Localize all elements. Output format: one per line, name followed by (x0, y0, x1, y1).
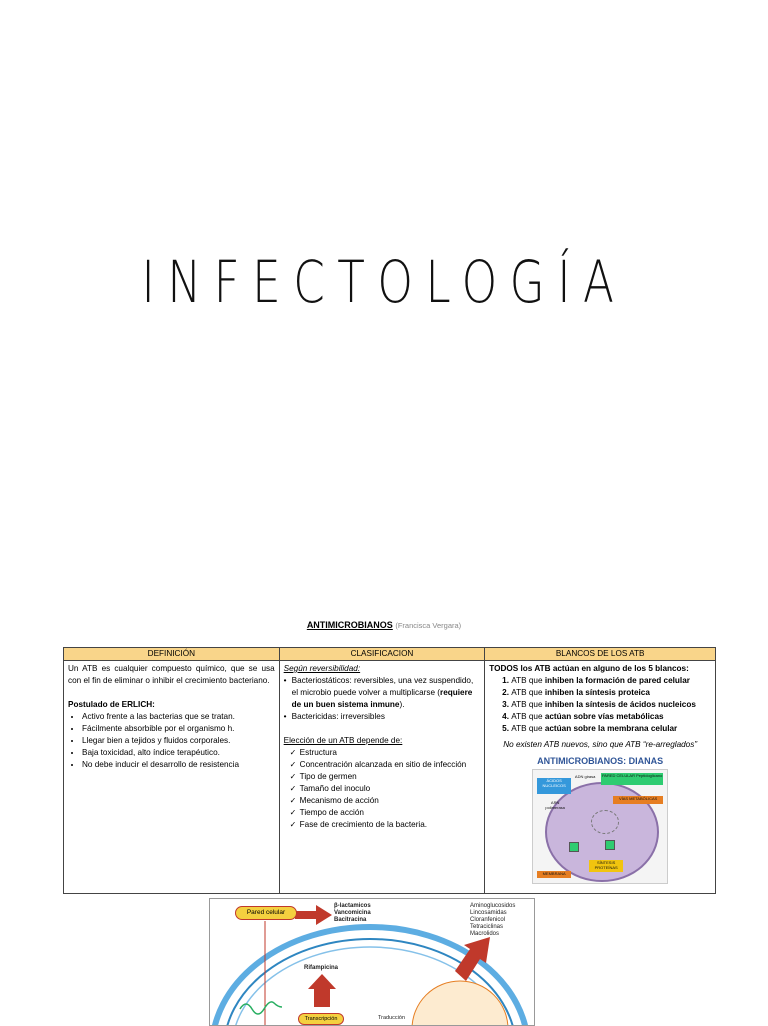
blancos-cell (485, 661, 716, 894)
dianas-title: ANTIMICROBIANOS: DIANAS (537, 756, 664, 766)
polimerasa-label: ARN polimerasa (545, 800, 565, 810)
check-icon: ✓ (289, 784, 297, 793)
atb-note: No existen ATB nuevos, sino que ATB “re-arreglados” (503, 740, 698, 749)
list-item (511, 711, 711, 723)
reversibilidad-subtitle: Según reversibilidad: (283, 664, 361, 673)
bactericidas-item: • Bactericidas: irreversibles (284, 711, 481, 723)
list-item: • Baja toxicidad, alto índice terapéutico. (82, 747, 275, 759)
drug-label: Macrolidos (470, 931, 500, 937)
drug-label: Aminoglucosidos (470, 903, 516, 909)
section-author: (Francisca Vergara) (395, 621, 462, 630)
bacteriostaticos-item (284, 675, 481, 711)
section-title-main: ANTIMICROBIANOS (306, 620, 393, 630)
ribosome-icon (605, 840, 615, 850)
list-item (511, 675, 711, 687)
girasa-label: ADN girasa (574, 774, 596, 779)
target-prefix: ATB que (511, 676, 545, 685)
check-icon: ✓ (289, 748, 297, 757)
list-item (511, 687, 711, 699)
list-item (290, 819, 481, 831)
check-icon: ✓ (289, 808, 297, 817)
list-item (511, 723, 711, 735)
page-title: INFECTOLOGÍA (141, 248, 627, 316)
target-label: actúan sobre la membrana celular (544, 724, 678, 733)
drug-label: Cloranfenicol (470, 917, 506, 923)
drug-label: Tetraciclinas (470, 924, 504, 930)
blancos-intro: TODOS los ATB actúan en alguno de los 5 blancos: (489, 664, 689, 673)
bacteriostaticos-end: ). (399, 700, 405, 709)
definicion-text: Un ATB es cualquier compuesto químico, que se usa con el fin de eliminar o inhibir el crecimiento bacteriano. (68, 664, 275, 685)
acidos-label: ÁCIDOS NUCLEICOS (537, 778, 571, 794)
header-blancos: BLANCOS DE LOS ATB (485, 648, 716, 661)
list-item: • Llegar bien a tejidos y fluidos corporales. (82, 735, 275, 747)
target-prefix: ATB que (511, 700, 545, 709)
definicion-cell (64, 661, 280, 894)
section-title (0, 620, 768, 630)
eleccion-list (284, 747, 481, 831)
traduccion-label: Traducción (378, 1015, 406, 1021)
check-icon: ✓ (289, 820, 297, 829)
wall-drugs-list (334, 903, 371, 924)
postulado-title: Postulado de ERLICH: (68, 700, 155, 709)
protein-drugs-list (470, 903, 515, 938)
membrana-label: MEMBRANA (537, 871, 571, 878)
pared-label: PARED CELULAR Peptidoglicano (601, 773, 663, 785)
postulado-list (68, 711, 275, 771)
vias-label: VÍAS METABÓLICAS (613, 796, 663, 804)
transcripcion-label: Transcripción (298, 1013, 344, 1025)
check-icon: ✓ (289, 796, 297, 805)
list-item-label: Mecanismo de acción (299, 796, 379, 805)
target-label: inhiben la síntesis de ácidos nucleicos (544, 700, 696, 709)
eleccion-title: Elección de un ATB depende de: (283, 736, 403, 745)
target-prefix: ATB que (511, 724, 545, 733)
check-icon: ✓ (289, 772, 297, 781)
sintesis-label: SÍNTESIS PROTEÍNAS (589, 860, 623, 872)
table-row (64, 661, 716, 894)
target-label: inhiben la formación de pared celular (544, 676, 690, 685)
drug-label: Lincosamidas (470, 910, 507, 916)
list-item (290, 771, 481, 783)
list-item (511, 699, 711, 711)
target-prefix: ATB que (511, 688, 545, 697)
bacteriostaticos-bold: requiere de un buen sistema inmune (291, 688, 473, 709)
target-label: inhiben la síntesis proteica (544, 688, 650, 697)
bacteriostaticos-text: Bacteriostáticos: reversibles, una vez suspendido, el microbio puede volver a multiplicarse ( (291, 676, 474, 697)
list-item (290, 747, 481, 759)
drug-label: Bacitracina (334, 917, 367, 923)
nucleoid-icon (591, 810, 619, 834)
list-item-label: Concentración alcanzada en sitio de infección (299, 760, 467, 769)
drug-label: Vancomicina (334, 910, 371, 916)
check-icon: ✓ (289, 760, 297, 769)
target-prefix: ATB que (511, 712, 545, 721)
list-item-label: Fase de crecimiento de la bacteria. (299, 820, 428, 829)
list-item-label: Tamaño del inoculo (299, 784, 371, 793)
ribosome-icon (569, 842, 579, 852)
list-item: • No debe inducir el desarrollo de resistencia (82, 759, 275, 771)
list-item (290, 783, 481, 795)
list-item-label: Estructura (299, 748, 337, 757)
target-label: actúan sobre vías metabólicas (544, 712, 664, 721)
list-item (290, 795, 481, 807)
list-item: • Fácilmente absorbible por el organismo h. (82, 723, 275, 735)
header-definicion: DEFINICIÓN (64, 648, 280, 661)
table-header-row (64, 648, 716, 661)
list-item-label: Tiempo de acción (299, 808, 364, 817)
list-item (290, 759, 481, 771)
mechanism-diagram (209, 898, 535, 1026)
list-item: • Activo frente a las bacterias que se tratan. (82, 711, 275, 723)
clasificacion-cell (279, 661, 485, 894)
drug-label: β-lactamicos (334, 903, 371, 909)
header-clasificacion: CLASIFICACION (279, 648, 485, 661)
targets-list (489, 675, 711, 735)
pared-celular-label: Pared celular (235, 906, 297, 920)
list-item-label: Tipo de germen (299, 772, 357, 781)
list-item (290, 807, 481, 819)
dianas-figure (532, 769, 668, 884)
rifampicina-label: Rifampicina (304, 965, 339, 971)
antimicrobianos-table (63, 647, 716, 894)
